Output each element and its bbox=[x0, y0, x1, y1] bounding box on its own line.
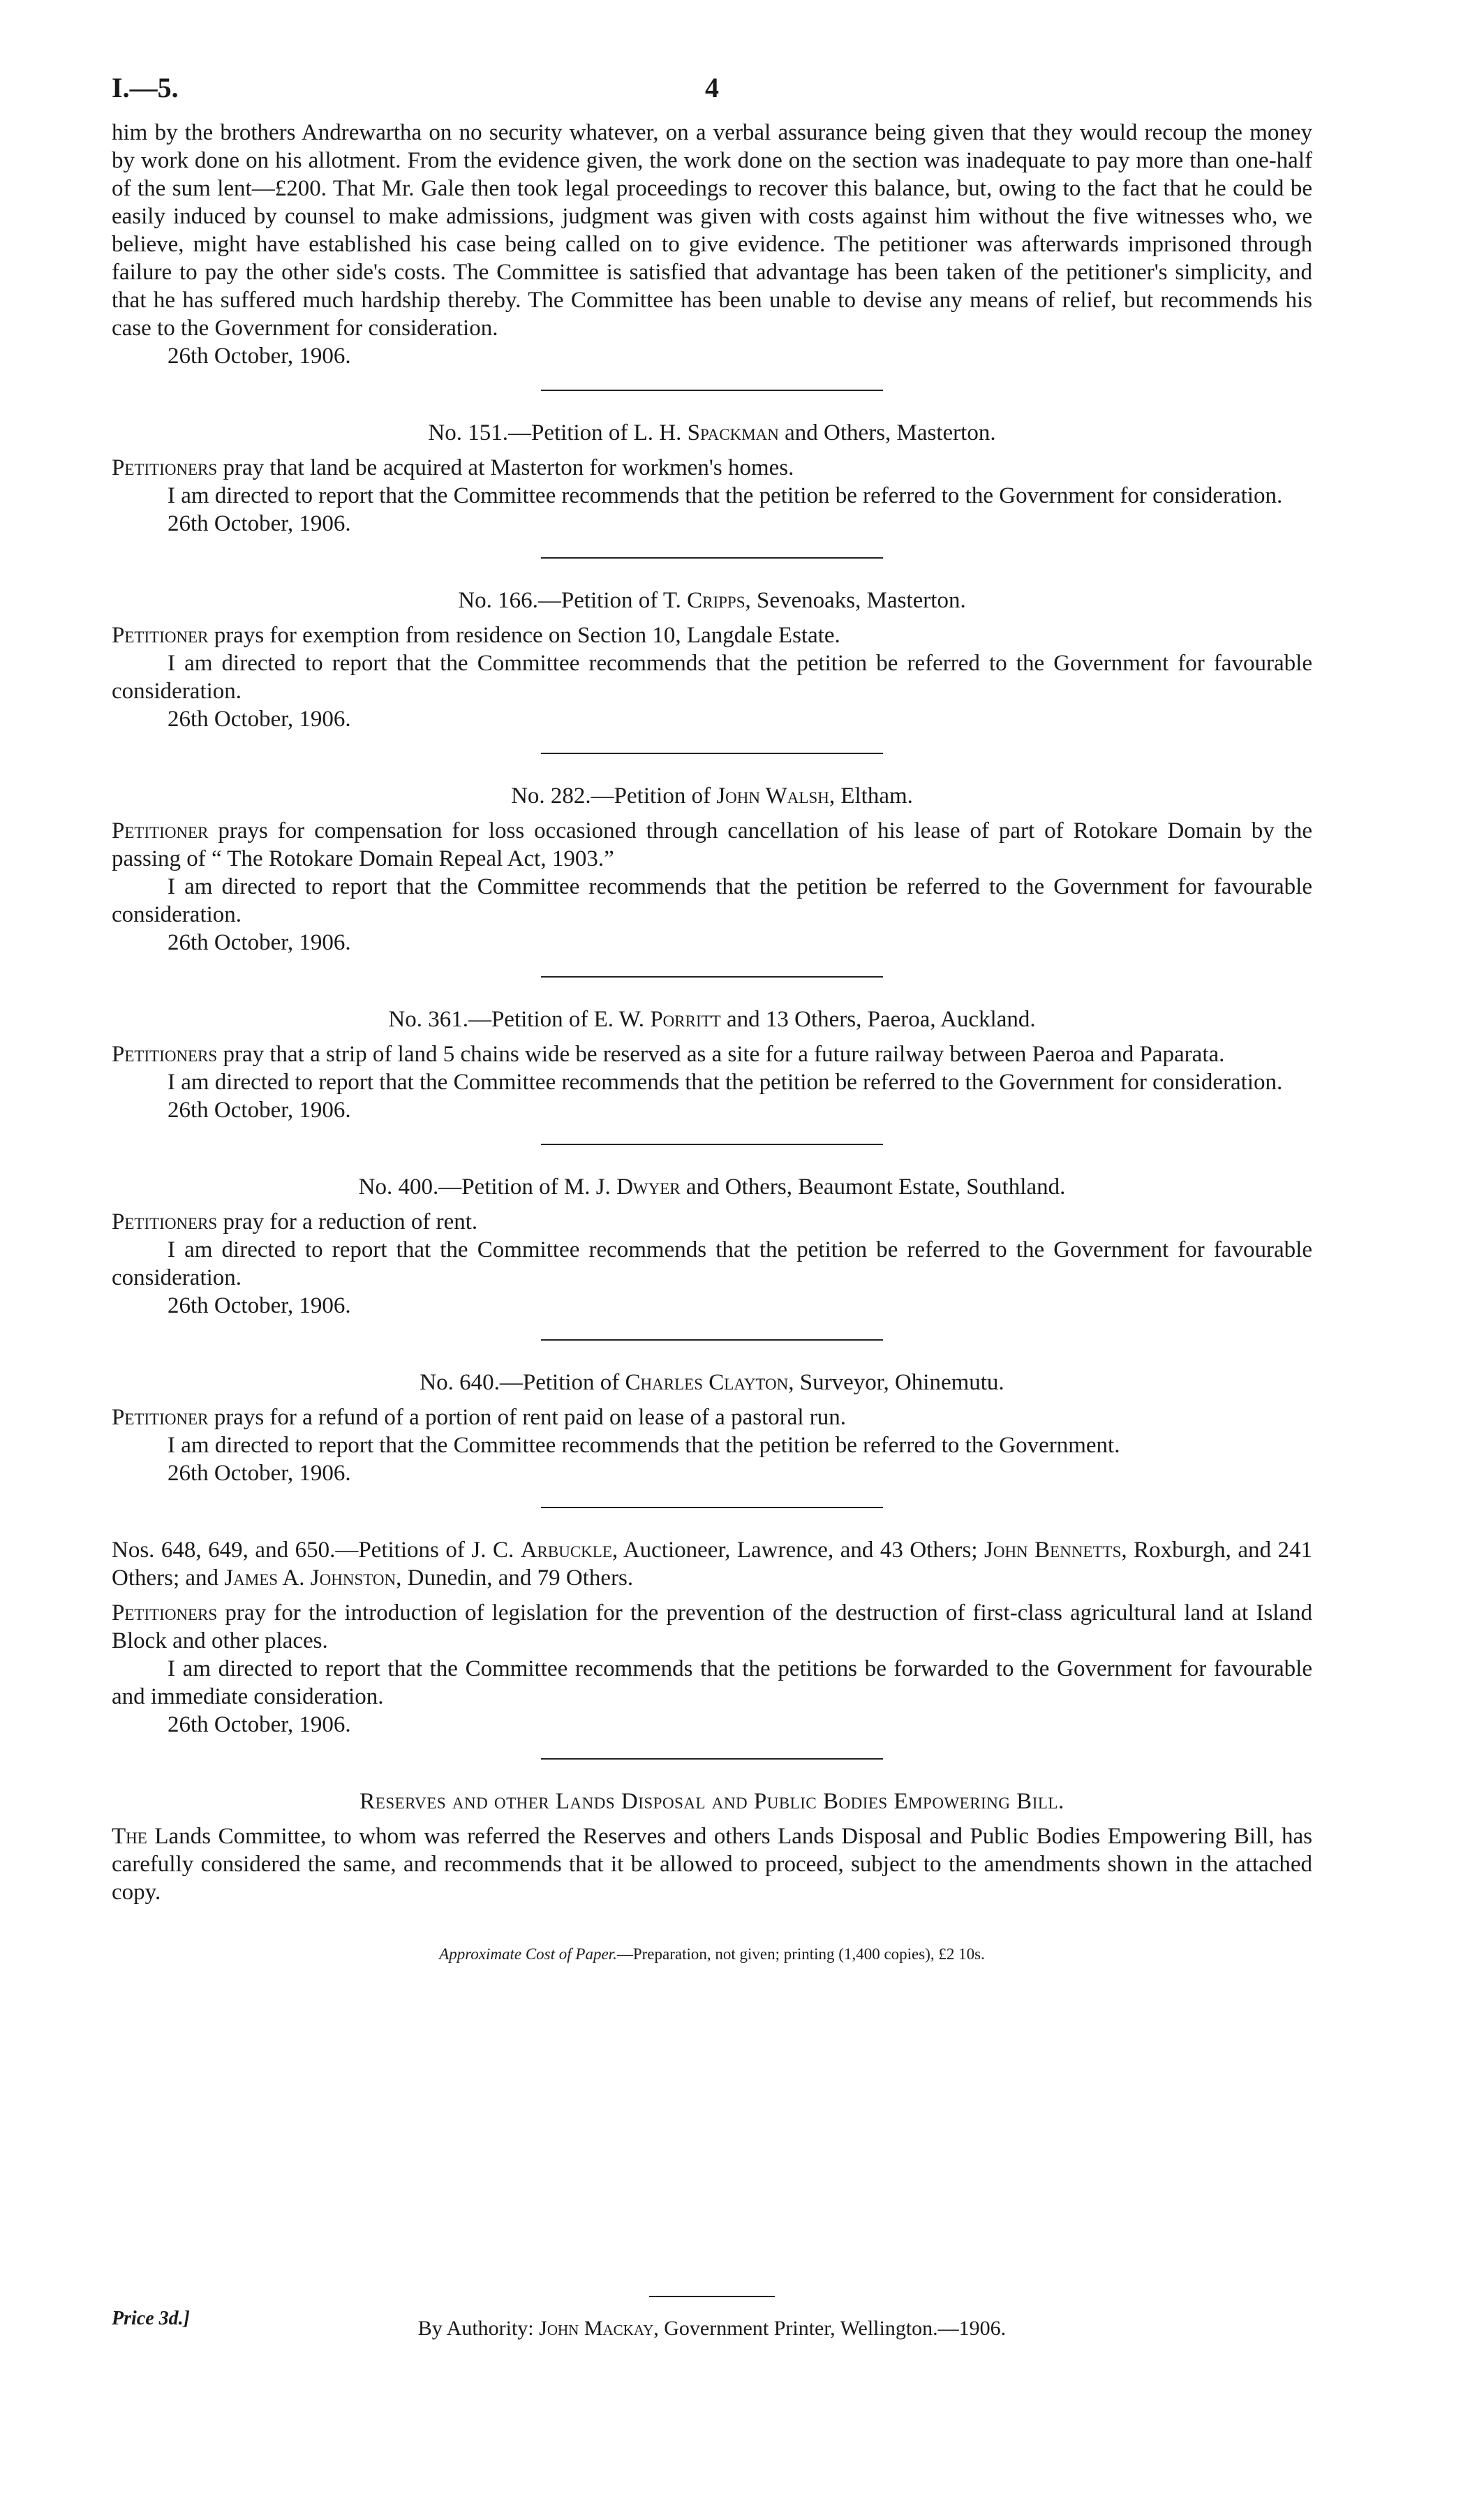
opening-section bbox=[112, 119, 1312, 370]
petition-report: I am directed to report that the Committee recommends that the petition be referred to the Government. bbox=[168, 1433, 1120, 1458]
petition-282 bbox=[112, 782, 1312, 957]
page-number: 4 bbox=[705, 72, 719, 103]
section-divider bbox=[541, 753, 883, 754]
petition-prayer: Petitioners pray for the introduction of legislation for the prevention of the destruction of first-class agricultural land at Island Block and other places. bbox=[112, 1600, 1312, 1653]
petition-heading: No. 151.—Petition of L. H. Spackman and Others, Masterton. bbox=[428, 420, 996, 445]
petition-heading: No. 640.—Petition of Charles Clayton, Surveyor, Ohinemutu. bbox=[420, 1370, 1004, 1395]
petition-prayer: Petitioners pray that land be acquired at Masterton for workmen's homes. bbox=[112, 455, 794, 480]
printer-authority: By Authority: John Mackay, Government Printer, Wellington.—1906. bbox=[417, 2317, 1007, 2340]
petition-date: 26th October, 1906. bbox=[168, 1712, 351, 1737]
page-header bbox=[112, 63, 1312, 119]
petition-report: I am directed to report that the Committee recommends that the petition be referred to the Government for consideration. bbox=[168, 1070, 1283, 1095]
petition-report: I am directed to report that the Committee recommends that the petition be referred to the Government for consideration. bbox=[168, 483, 1283, 508]
bill-paragraph: The Lands Committee, to whom was referred the Reserves and others Lands Disposal and Public Bodies Empowering Bill, has carefully considered the same, and recommends that it be allowed to proceed, subject to the amendments shown in the attached copy. bbox=[112, 1824, 1312, 1905]
petition-heading: No. 400.—Petition of M. J. Dwyer and Others, Beaumont Estate, Southland. bbox=[358, 1174, 1066, 1200]
petition-date: 26th October, 1906. bbox=[168, 930, 351, 955]
petition-prayer: Petitioner prays for a refund of a portion of rent paid on lease of a pastoral run. bbox=[112, 1405, 847, 1430]
section-divider bbox=[541, 1144, 883, 1145]
opening-date: 26th October, 1906. bbox=[168, 344, 351, 369]
petition-400 bbox=[112, 1173, 1312, 1320]
petition-date: 26th October, 1906. bbox=[168, 511, 351, 536]
petition-report: I am directed to report that the Committee recommends that the petition be referred to the Government for favourable consideration. bbox=[112, 1237, 1312, 1290]
imprint-divider bbox=[649, 2296, 775, 2297]
petition-166 bbox=[112, 587, 1312, 733]
opening-paragraph: him by the brothers Andrewartha on no security whatever, on a verbal assurance being given that they would recoup the money by work done on his allotment. From the evidence given, the work done on the section was inadequate to pay more than one-half of the sum lent—£200. That Mr. Gale then took legal proceedings to recover this balance, but, owing to the fact that he could be easily induced by counsel to make admissions, judgment was given with costs against him without the five witnesses who, we believe, might have established his case being called on to give evidence. The petitioner was afterwards imprisoned through failure to pay the other side's costs. The Committee is satisfied that advantage has been taken of the petitioner's simplicity, and that he has suffered much hardship thereby. The Committee has been unable to devise any means of relief, but recommends his case to the Government for consideration. bbox=[112, 120, 1312, 341]
petition-prayer: Petitioners pray that a strip of land 5 chains wide be reserved as a site for a future railway between Paeroa and Paparata. bbox=[112, 1042, 1225, 1067]
bill-title: Reserves and other Lands Disposal and Public Bodies Empowering Bill. bbox=[359, 1789, 1064, 1814]
petition-report: I am directed to report that the Committee recommends that the petitions be forwarded to the Government for favourable and immediate consideration. bbox=[112, 1656, 1312, 1709]
cost-of-paper: Approximate Cost of Paper.—Preparation, not given; printing (1,400 copies), £2 10s. bbox=[439, 1945, 985, 1963]
section-divider bbox=[541, 1507, 883, 1508]
petition-151 bbox=[112, 419, 1312, 538]
petition-prayer: Petitioner prays for exemption from residence on Section 10, Langdale Estate. bbox=[112, 623, 840, 648]
petition-date: 26th October, 1906. bbox=[168, 1293, 351, 1318]
petition-prayer: Petitioner prays for compensation for loss occasioned through cancellation of his lease of part of Rotokare Domain by the passing of “ The Rotokare Domain Repeal Act, 1903.” bbox=[112, 818, 1312, 871]
section-divider bbox=[541, 1758, 883, 1760]
petition-640 bbox=[112, 1369, 1312, 1487]
section-divider bbox=[541, 390, 883, 391]
bill-section bbox=[112, 1787, 1312, 1906]
petition-heading: Nos. 648, 649, and 650.—Petitions of J. C. Arbuckle, Auctioneer, Lawrence, and 43 Others; John Bennetts, Roxburgh, and 241 Others; and James A. Johnston, Dunedin, and 79 Others. bbox=[112, 1538, 1312, 1591]
petition-date: 26th October, 1906. bbox=[168, 707, 351, 732]
section-divider bbox=[541, 1339, 883, 1341]
petition-361 bbox=[112, 1005, 1312, 1124]
petition-report: I am directed to report that the Committee recommends that the petition be referred to the Government for favourable consideration. bbox=[112, 874, 1312, 927]
petition-heading: No. 361.—Petition of E. W. Porritt and 13 Others, Paeroa, Auckland. bbox=[388, 1007, 1036, 1032]
document-reference: I.—5. bbox=[112, 72, 179, 103]
petition-report: I am directed to report that the Committee recommends that the petition be referred to the Government for favourable consideration. bbox=[112, 651, 1312, 704]
imprint bbox=[112, 2275, 1312, 2340]
petitions-648-650 bbox=[112, 1536, 1312, 1739]
petition-date: 26th October, 1906. bbox=[168, 1098, 351, 1123]
section-divider bbox=[541, 976, 883, 978]
petition-prayer: Petitioners pray for a reduction of rent. bbox=[112, 1209, 478, 1234]
petition-heading: No. 282.—Petition of John Walsh, Eltham. bbox=[511, 783, 913, 809]
section-divider bbox=[541, 557, 883, 559]
petition-heading: No. 166.—Petition of T. Cripps, Sevenoaks, Masterton. bbox=[458, 588, 966, 613]
document-page bbox=[112, 63, 1312, 1963]
petition-date: 26th October, 1906. bbox=[168, 1461, 351, 1486]
price-label: Price 3d.] bbox=[112, 2308, 190, 2329]
